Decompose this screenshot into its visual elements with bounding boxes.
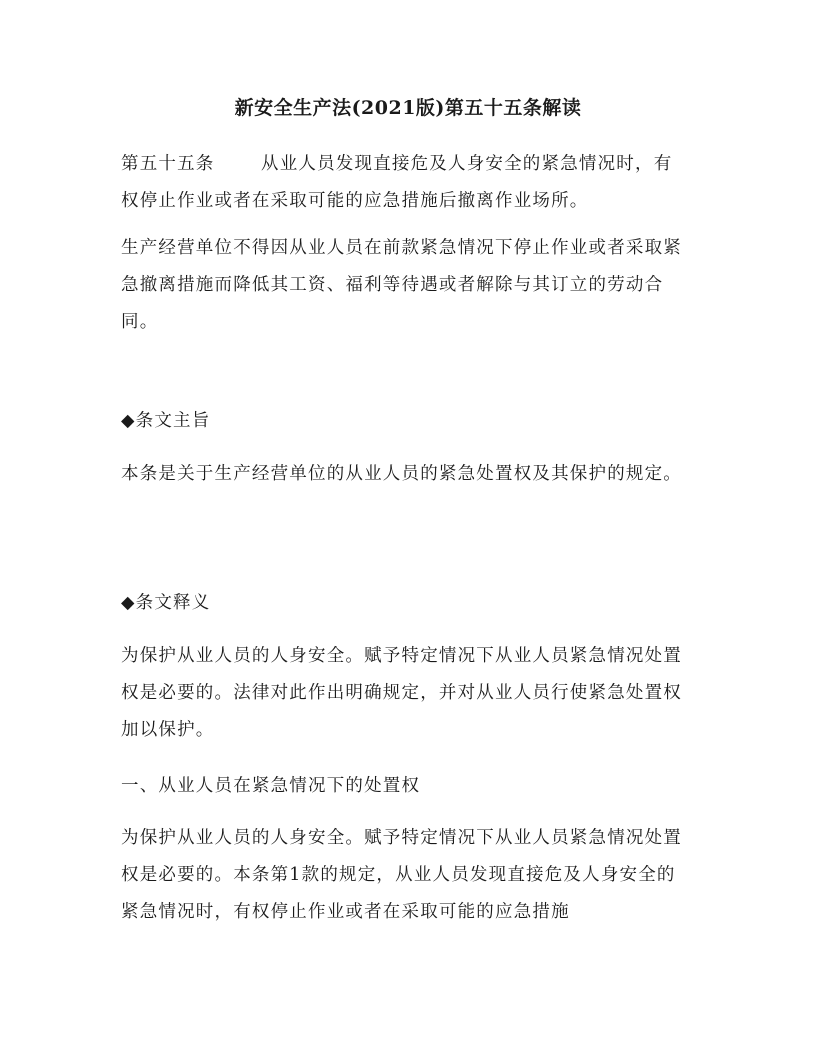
subsection-1-heading: 一、从业人员在紧急情况下的处置权	[121, 776, 421, 796]
section-interpretation-text: 为保护从业人员的人身安全。赋予特定情况下从业人员紧急情况处置权是必要的。法律对此作出明确规定，并对从业人员行使紧急处置权加以保护。	[121, 646, 682, 740]
document-title: 新安全生产法(2021版)第五十五条解读	[234, 97, 582, 119]
article-number: 第五十五条	[121, 154, 215, 174]
article-paragraph	[121, 146, 687, 220]
section-purpose-text: 本条是关于生产经营单位的从业人员的紧急处置权及其保护的规定。	[121, 464, 682, 484]
article-text: 从业人员发现直接危及人身安全的紧急情况时，有权停止作业或者在采取可能的应急措施后撤离作业场所。	[121, 154, 673, 211]
section-purpose-heading: ◆条文主旨	[121, 411, 211, 431]
subsection-1-text: 为保护从业人员的人身安全。赋予特定情况下从业人员紧急情况处置权是必要的。本条第1款的规定，从业人员发现直接危及人身安全的紧急情况时，有权停止作业或者在采取可能的应急措施	[121, 828, 682, 922]
section-interpretation-heading: ◆条文释义	[121, 593, 211, 613]
article-paragraph-2: 生产经营单位不得因从业人员在前款紧急情况下停止作业或者采取紧急撤离措施而降低其工资、福利等待遇或者解除与其订立的劳动合同。	[121, 238, 682, 332]
